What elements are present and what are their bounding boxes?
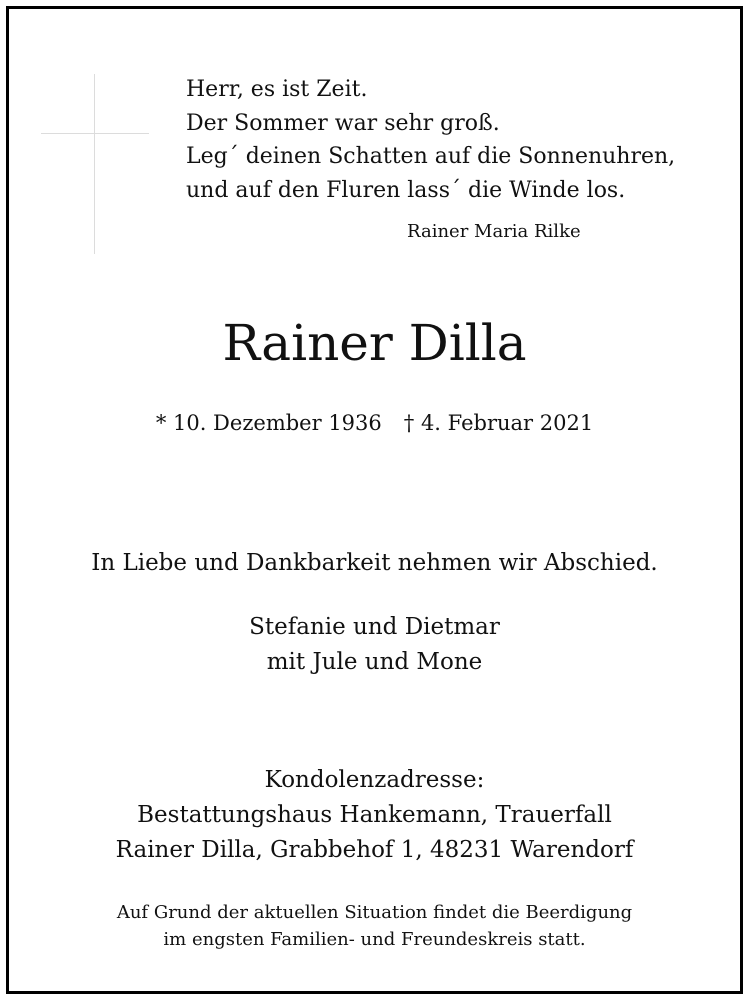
- notice-line: im engsten Familien- und Freundeskreis statt.: [163, 929, 586, 950]
- condolence-line: Rainer Dilla, Grabbehof 1, 48231 Warendorf: [115, 837, 634, 863]
- poem-line: Leg´ deinen Schatten auf die Sonnenuhren,: [186, 144, 676, 169]
- deceased-name: Rainer Dilla: [222, 314, 527, 372]
- condolence-heading: Kondolenzadresse:: [264, 767, 485, 793]
- poem-line: und auf den Fluren lass´ die Winde los.: [186, 177, 626, 203]
- condolence-address: [0, 763, 749, 868]
- condolence-line: Bestattungshaus Hankemann, Trauerfall: [137, 802, 612, 828]
- poem-author: Rainer Maria Rilke: [407, 221, 581, 242]
- farewell-text: In Liebe und Dankbarkeit nehmen wir Abschied.: [91, 550, 658, 576]
- notice-line: Auf Grund der aktuellen Situation findet die Beerdigung: [116, 902, 633, 923]
- death-date: † 4. Februar 2021: [403, 411, 594, 435]
- poem-line: Herr, es ist Zeit.: [186, 77, 368, 102]
- life-dates: [0, 407, 749, 439]
- family-line: mit Jule und Mone: [266, 649, 483, 675]
- cross-symbol-horizontal: [41, 133, 149, 134]
- funeral-notice: [0, 899, 749, 953]
- birth-date: * 10. Dezember 1936: [155, 411, 382, 435]
- cross-symbol-vertical: [94, 74, 95, 254]
- family-members: [0, 610, 749, 680]
- family-line: Stefanie und Dietmar: [249, 614, 500, 640]
- poem-line: Der Sommer war sehr groß.: [186, 110, 500, 136]
- poem-quote: [186, 73, 726, 207]
